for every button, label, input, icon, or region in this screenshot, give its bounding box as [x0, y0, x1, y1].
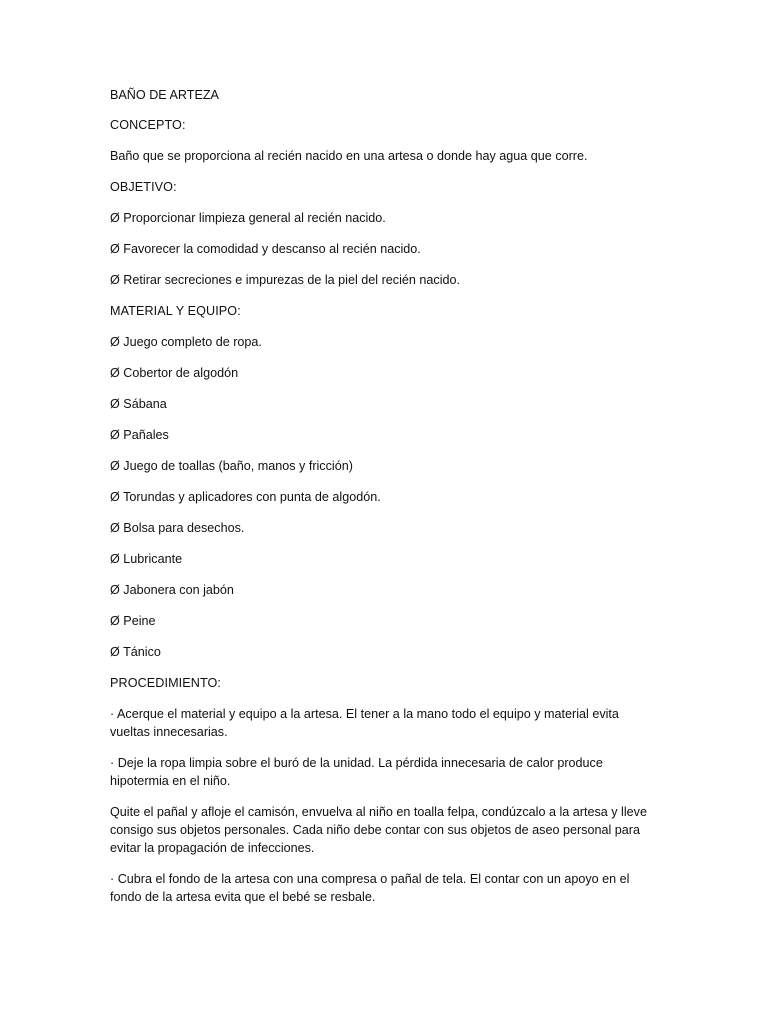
material-item: Ø Pañales [110, 428, 169, 442]
material-item: Ø Lubricante [110, 552, 183, 566]
material-item: Ø Sábana [110, 397, 167, 411]
material-item: Ø Peine [110, 614, 156, 628]
material-item: Ø Juego de toallas (baño, manos y fricción) [110, 459, 353, 473]
material-item: Ø Bolsa para desechos. [110, 521, 245, 535]
procedimiento-step: · Deje la ropa limpia sobre el buró de la unidad. La pérdida innecesaria de calor produce hipotermia en el niño. [110, 756, 603, 788]
objetivo-item: Ø Proporcionar limpieza general al recién nacido. [110, 211, 386, 225]
objetivo-item: Ø Retirar secreciones e impurezas de la piel del recién nacido. [110, 273, 460, 287]
procedimiento-heading: PROCEDIMIENTO: [110, 676, 222, 690]
document-title: BAÑO DE ARTEZA [110, 88, 219, 102]
material-item: Ø Tánico [110, 645, 161, 659]
material-item: Ø Jabonera con jabón [110, 583, 234, 597]
material-item: Ø Cobertor de algodón [110, 366, 239, 380]
material-item: Ø Juego completo de ropa. [110, 335, 262, 349]
objetivo-item: Ø Favorecer la comodidad y descanso al recién nacido. [110, 242, 421, 256]
procedimiento-step: · Cubra el fondo de la artesa con una compresa o pañal de tela. El contar con un apoyo en el fondo de la artesa evita que el bebé se resbale. [110, 872, 630, 904]
procedimiento-step: Quite el pañal y afloje el camisón, envuelva al niño en toalla felpa, condúzcalo a la artesa y lleve consigo sus objetos personales. Cada niño debe contar con sus objetos de aseo personal para evitar la propagación de infecciones. [110, 805, 647, 855]
concepto-text: Baño que se proporciona al recién nacido en una artesa o donde hay agua que corre. [110, 149, 588, 163]
material-heading: MATERIAL Y EQUIPO: [110, 304, 241, 318]
objetivo-heading: OBJETIVO: [110, 180, 177, 194]
concepto-heading: CONCEPTO: [110, 118, 186, 132]
material-item: Ø Torundas y aplicadores con punta de algodón. [110, 490, 381, 504]
procedimiento-step: · Acerque el material y equipo a la artesa. El tener a la mano todo el equipo y material evita vueltas innecesarias. [110, 707, 619, 739]
document-page [110, 86, 650, 919]
